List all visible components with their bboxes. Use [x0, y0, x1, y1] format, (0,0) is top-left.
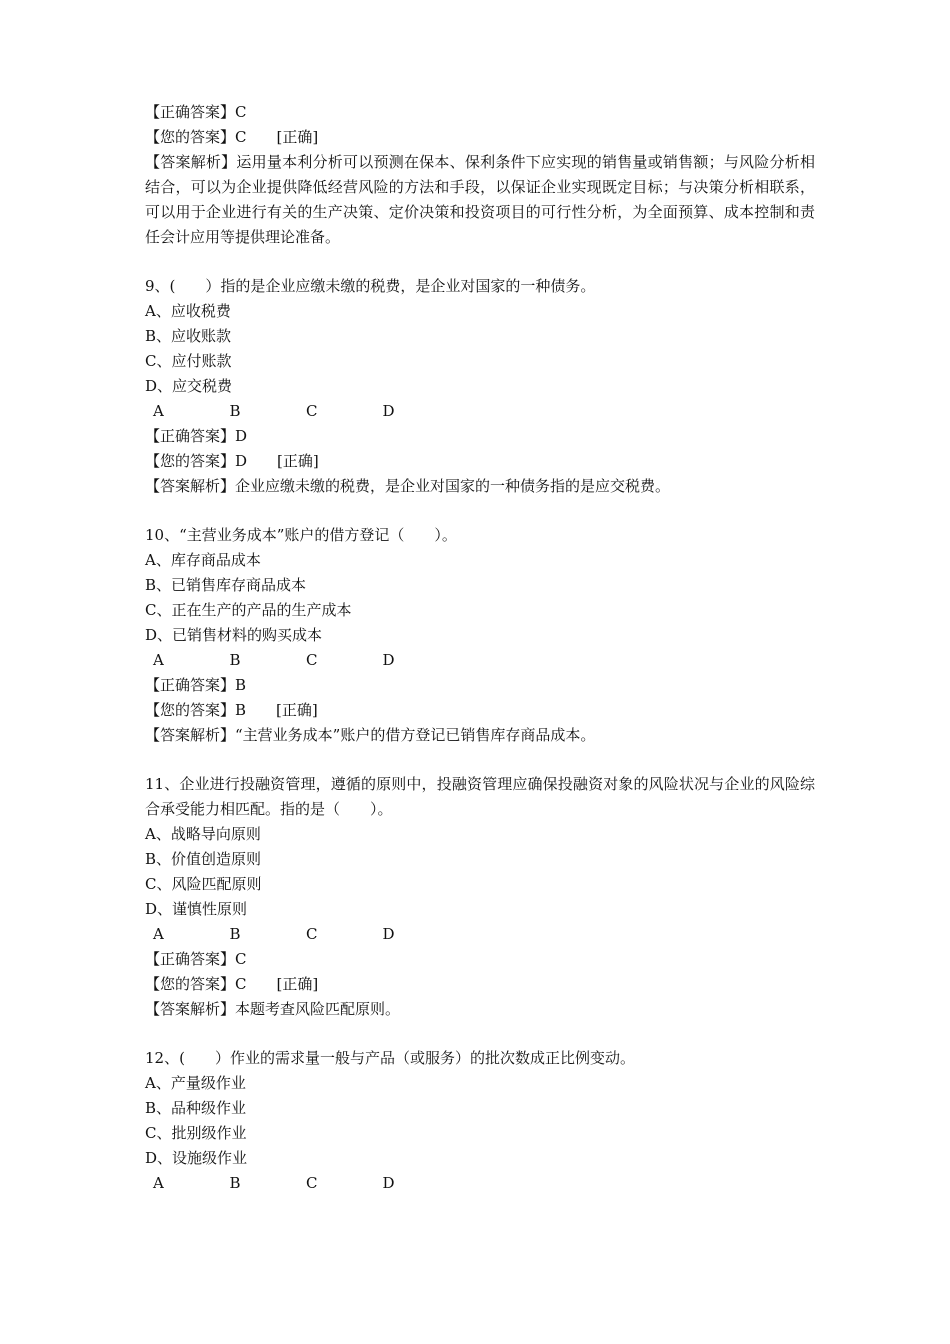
option-b: B、品种级作业	[145, 1099, 247, 1118]
document-page	[145, 100, 815, 1196]
question-stem: 12、( ）作业的需求量一般与产品（或服务）的批次数成正比例变动。	[145, 1049, 635, 1068]
choice-a[interactable]: A	[153, 401, 164, 420]
choice-c[interactable]: C	[306, 924, 318, 943]
your-answer: 【您的答案】C [正确]	[145, 127, 319, 146]
choice-a[interactable]: A	[153, 924, 164, 943]
choice-b[interactable]: B	[229, 924, 241, 943]
answer-analysis: 【答案解析】运用量本利分析可以预测在保本、保利条件下应实现的销售量或销售额；与风险分析相结合，可以为企业提供降低经营风险的方法和手段，以保证企业实现既定目标；与决策分析相联系，可以用于企业进行有关的生产决策、定价决策和投资项目的可行性分析，为全面预算、成本控制和责任会计应用等提供理论准备。	[145, 152, 815, 246]
choice-a[interactable]: A	[153, 1173, 164, 1192]
spacer	[145, 1021, 815, 1046]
choice-row	[145, 399, 815, 424]
option-d: D、设施级作业	[145, 1149, 248, 1167]
option-b: B、应收账款	[145, 327, 232, 346]
answer-analysis: 【答案解析】企业应缴未缴的税费，是企业对国家的一种债务指的是应交税费。	[145, 476, 671, 495]
answer-analysis: 【答案解析】“主营业务成本”账户的借方登记已销售库存商品成本。	[145, 725, 596, 744]
choice-row	[145, 922, 815, 947]
choice-b[interactable]: B	[229, 1173, 241, 1192]
option-c: C、批别级作业	[145, 1124, 247, 1143]
spacer	[145, 498, 815, 523]
question-stem: 10、“主营业务成本”账户的借方登记（ ）。	[145, 526, 457, 545]
option-d: D、谨慎性原则	[145, 899, 248, 918]
choice-c[interactable]: C	[306, 1173, 318, 1192]
option-a: A、战略导向原则	[145, 825, 261, 844]
your-answer: 【您的答案】D [正确]	[145, 451, 319, 470]
question-block	[145, 772, 815, 1021]
choice-b[interactable]: B	[229, 650, 241, 669]
question-block	[145, 274, 815, 498]
question-stem: 11、企业进行投融资管理，遵循的原则中，投融资管理应确保投融资对象的风险状况与企业的风险综合承受能力相匹配。指的是（ ）。	[145, 775, 815, 819]
choice-row	[145, 648, 815, 673]
option-a: A、应收税费	[145, 302, 231, 321]
question-stem: 9、( ）指的是企业应缴未缴的税费，是企业对国家的一种债务。	[145, 277, 596, 296]
your-answer: 【您的答案】B [正确]	[145, 700, 318, 719]
option-d: D、已销售材料的购买成本	[145, 626, 323, 644]
choice-d[interactable]: D	[382, 924, 395, 943]
choice-c[interactable]: C	[306, 650, 318, 669]
option-a: A、库存商品成本	[145, 551, 261, 570]
spacer	[145, 249, 815, 274]
option-a: A、产量级作业	[145, 1074, 246, 1093]
correct-answer: 【正确答案】C	[145, 103, 247, 121]
choice-a[interactable]: A	[153, 650, 164, 669]
choice-row	[145, 1171, 815, 1196]
option-c: C、正在生产的产品的生产成本	[145, 601, 352, 620]
correct-answer: 【正确答案】C	[145, 949, 247, 968]
question-block	[145, 523, 815, 747]
choice-d[interactable]: D	[382, 1173, 395, 1192]
choice-b[interactable]: B	[229, 401, 241, 420]
choice-c[interactable]: C	[306, 401, 318, 420]
answer-analysis: 【答案解析】本题考查风险匹配原则。	[145, 999, 401, 1018]
option-c: C、风险匹配原则	[145, 875, 262, 894]
question-block	[145, 1046, 815, 1195]
choice-d[interactable]: D	[382, 401, 395, 420]
correct-answer: 【正确答案】B	[145, 675, 247, 694]
option-c: C、应付账款	[145, 352, 232, 371]
option-b: B、价值创造原则	[145, 850, 262, 869]
your-answer: 【您的答案】C [正确]	[145, 974, 319, 993]
choice-d[interactable]: D	[382, 650, 395, 669]
option-b: B、已销售库存商品成本	[145, 576, 307, 595]
option-d: D、应交税费	[145, 376, 233, 395]
correct-answer: 【正确答案】D	[145, 426, 248, 445]
spacer	[145, 748, 815, 773]
